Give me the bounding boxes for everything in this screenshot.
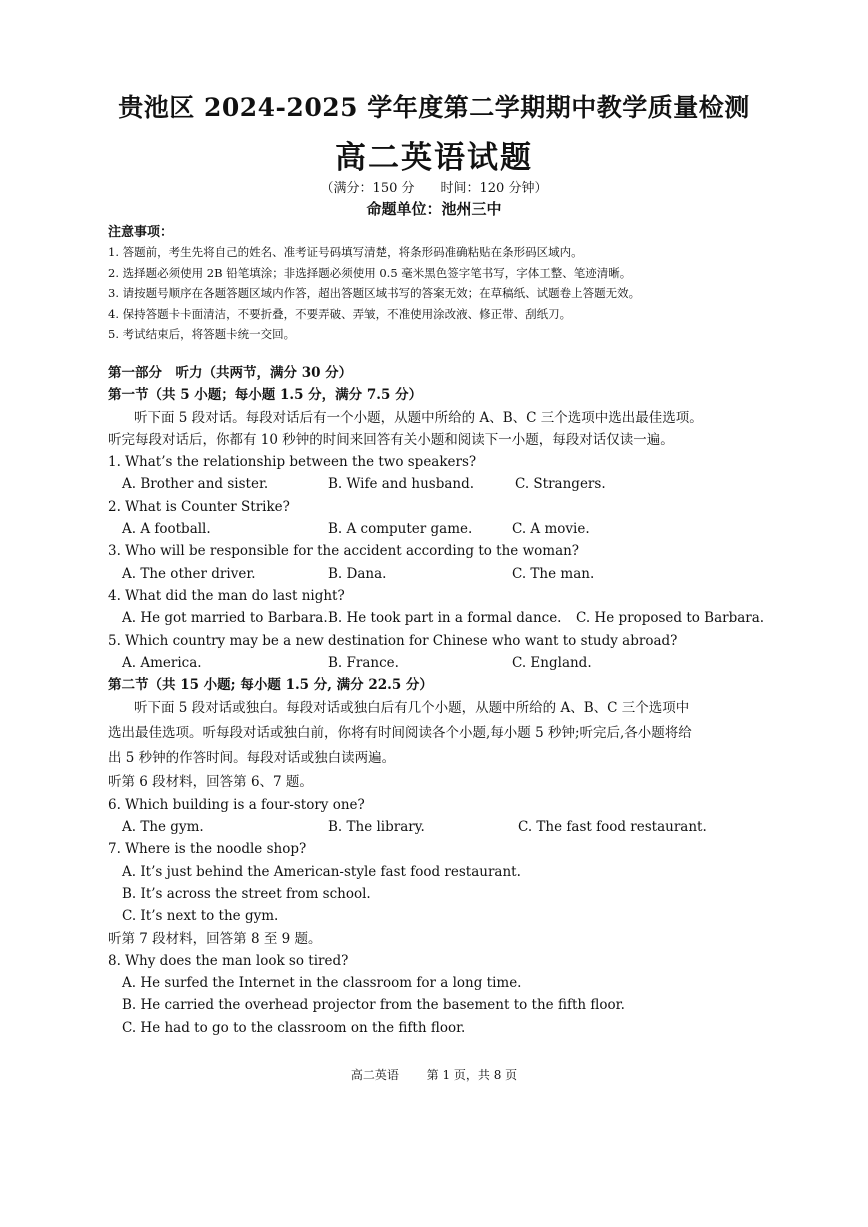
question-stem: 5. Which country may be a new destination for Chinese who want to study abroad? [108, 632, 678, 649]
option-c: C. The fast food restaurant. [518, 819, 707, 836]
option-a: A. A football. [122, 521, 211, 538]
option-c: C. He had to go to the classroom on the fifth floor. [122, 1019, 466, 1036]
section2-instruction: 出 5 秒钟的作答时间。每段对话或独白读两遍。 [108, 750, 396, 767]
option-a: A. He got married to Barbara. [122, 610, 328, 627]
option-b: B. He carried the overhead projector from the basement to the fifth floor. [122, 997, 625, 1014]
question-options [108, 816, 768, 838]
section1-instruction: 听完每段对话后，你都有 10 秒钟的时间来回答有关小题和阅读下一小题，每段对话仅读一遍。 [108, 431, 674, 448]
notes-item: 2. 选择题必须使用 2B 铅笔填涂；非选择题必须使用 0.5 毫米黑色签字笔书写，字体工整、笔迹清晰。 [108, 265, 632, 280]
section2-instruction: 听下面 5 段对话或独白。每段对话或独白后有几个小题，从题中所给的 A、B、C 三个选项中 [134, 700, 690, 717]
section2-instructions [108, 696, 768, 771]
listening-part [108, 362, 768, 1039]
notes-item: 3. 请按题号顺序在各题答题区域内作答，超出答题区域书写的答案无效；在草稿纸、试题卷上答题无效。 [108, 286, 641, 300]
material-instruction: 听第 7 段材料，回答第 8 至 9 题。 [108, 930, 322, 947]
notes-item: 5. 考试结束后，将答题卡统一交回。 [108, 327, 296, 341]
notes-title: 注意事项： [108, 225, 174, 240]
question-stem: 4. What did the man do last night? [108, 587, 345, 604]
option-b: B. Wife and husband. [328, 476, 475, 493]
question-stem: 6. Which building is a four-story one? [108, 796, 365, 813]
part1-heading: 第一部分 听力（共两节，满分 30 分） [108, 365, 353, 381]
option-b: B. France. [328, 654, 399, 671]
exam-title: 贵池区 2024-2025 学年度第二学期期中教学质量检测 [118, 93, 750, 122]
exam-meta: （满分：150 分 时间：120 分钟） [320, 181, 548, 196]
option-a: A. The other driver. [122, 565, 256, 582]
question-options [108, 473, 768, 495]
option-c: C. He proposed to Barbara. [576, 610, 765, 627]
section2-instruction: 选出最佳选项。听每段对话或独白前，你将有时间阅读各个小题,每小题 5 秒钟;听完后,各小题将给 [108, 725, 692, 742]
option-b: B. He took part in a formal dance. [328, 610, 562, 627]
question-stem: 2. What is Counter Strike? [108, 498, 290, 515]
option-c: C. A movie. [512, 521, 590, 538]
option-a: A. The gym. [122, 819, 204, 836]
option-b: B. A computer game. [328, 521, 473, 538]
option-b: B. The library. [328, 819, 425, 836]
footer-subject: 高二英语 [350, 1068, 399, 1082]
question-stem: 3. Who will be responsible for the accident according to the woman? [108, 543, 580, 560]
notes-item: 1. 答题前，考生先将自己的姓名、准考证号码填写清楚，将条形码准确粘贴在条形码区域内。 [108, 245, 583, 259]
option-a: A. He surfed the Internet in the classroom for a long time. [122, 975, 522, 992]
section2-heading: 第二节（共 15 小题; 每小题 1.5 分, 满分 22.5 分） [108, 677, 433, 694]
question-stem: 8. Why does the man look so tired? [108, 952, 349, 969]
option-c: C. England. [512, 654, 592, 671]
notes-list [108, 242, 788, 345]
option-b: B. Dana. [328, 565, 387, 582]
question-options [108, 518, 768, 540]
option-b: B. It’s across the street from school. [122, 885, 371, 902]
option-a: A. America. [122, 654, 202, 671]
question-stem: 7. Where is the noodle shop? [108, 841, 307, 858]
page-footer [0, 1066, 868, 1083]
question-stem: 1. What’s the relationship between the two speakers? [108, 454, 477, 471]
exam-subtitle: 高二英语试题 [335, 140, 533, 176]
exam-unit: 命题单位：池州三中 [366, 200, 502, 218]
option-c: C. Strangers. [515, 476, 606, 493]
notes-item: 4. 保持答题卡卡面清洁，不要折叠，不要弄破、弄皱，不准使用涂改液、修正带、刮纸刀。 [108, 306, 572, 321]
footer-page-number: 第 1 页，共 8 页 [426, 1068, 518, 1082]
option-a: A. It’s just behind the American-style fast food restaurant. [122, 863, 521, 880]
material-instruction: 听第 6 段材料，回答第 6、7 题。 [108, 774, 313, 791]
question-options [108, 563, 768, 585]
question-options [108, 607, 768, 629]
option-c: C. It’s next to the gym. [122, 908, 279, 925]
option-a: A. Brother and sister. [122, 476, 269, 493]
question-options [108, 652, 768, 674]
option-c: C. The man. [512, 565, 595, 582]
section1-heading: 第一节（共 5 小题；每小题 1.5 分，满分 7.5 分） [108, 387, 423, 404]
section1-instruction: 听下面 5 段对话。每段对话后有一个小题，从题中所给的 A、B、C 三个选项中选出最佳选项。 [134, 409, 703, 426]
